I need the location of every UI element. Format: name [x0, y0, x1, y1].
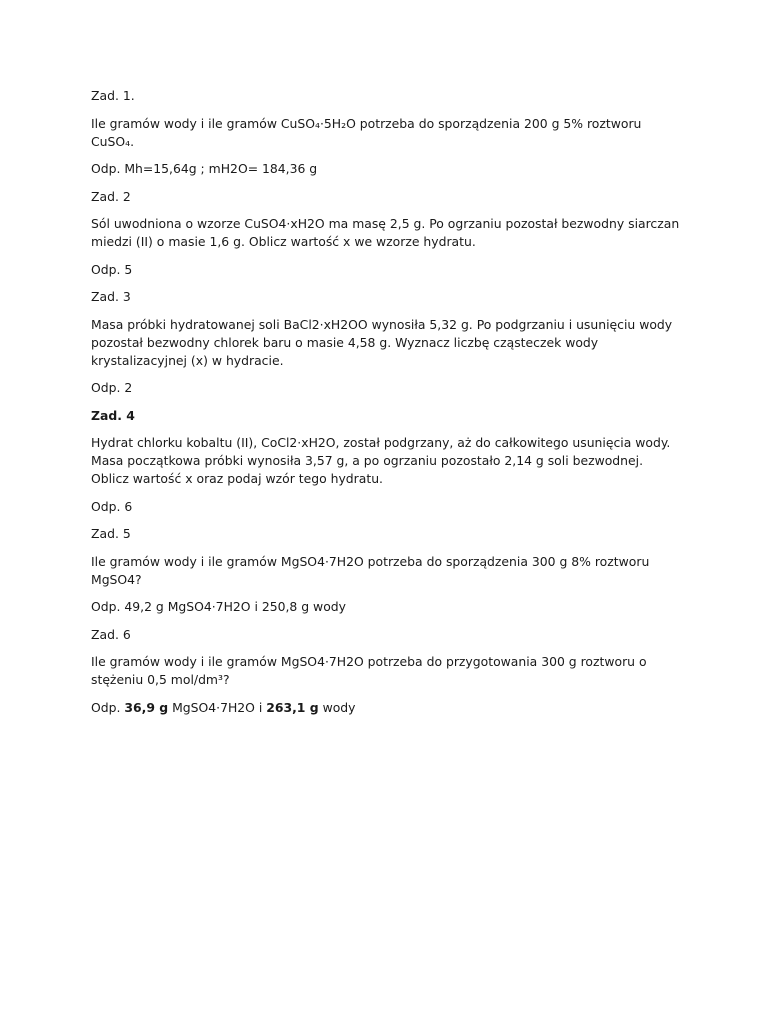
task-3-heading: Zad. 3 — [91, 289, 131, 304]
task-6-question: Ile gramów wody i ile gramów MgSO4·7H2O potrzeba do przygotowania 300 g roztworu o stężeniu 0,5 mol/dm³? — [91, 654, 647, 687]
document-body — [91, 87, 681, 726]
task-4-question: Hydrat chlorku kobaltu (II), CoCl2·xH2O, został podgrzany, aż do całkowitego usunięcia wody. Masa początkowa próbki wynosiła 3,57 g, a po ogrzaniu pozostało 2,14 g soli bezwodnej. Oblicz wartość x oraz podaj wzór tego hydratu. — [91, 435, 671, 486]
task-6-answer-middle: MgSO4·7H2O i — [168, 699, 267, 715]
task-2-question: Sól uwodniona o wzorze CuSO4·xH2O ma masę 2,5 g. Po ogrzaniu pozostał bezwodny siarczan miedzi (II) o masie 1,6 g. Oblicz wartość x we wzorze hydratu. — [91, 216, 680, 249]
task-6-answer-suffix: wody — [318, 699, 356, 715]
task-3-answer: Odp. 2 — [91, 380, 133, 395]
task-6-answer-salt-mass: 36,9 g — [124, 699, 169, 715]
task-4-answer: Odp. 6 — [91, 498, 133, 514]
task-6-answer — [91, 699, 681, 717]
task-1-heading: Zad. 1. — [91, 88, 135, 103]
task-1-question: Ile gramów wody i ile gramów CuSO₄·5H₂O potrzeba do sporządzenia 200 g 5% roztworu CuSO₄. — [91, 115, 642, 149]
task-6-answer-prefix: Odp. — [91, 699, 125, 715]
task-3-question: Masa próbki hydratowanej soli BaCl2·xH2OO wynosiła 5,32 g. Po podgrzaniu i usunięciu wody pozostał bezwodny chlorek baru o masie 4,58 g. Wyznacz liczbę cząsteczek wody krystalizacyjnej (x) w hydracie. — [91, 316, 673, 368]
task-5-heading: Zad. 5 — [91, 526, 131, 541]
task-2-answer: Odp. 5 — [91, 261, 133, 277]
task-2-heading: Zad. 2 — [91, 188, 131, 204]
task-4-heading: Zad. 4 — [91, 407, 135, 423]
task-1-answer: Odp. Mh=15,64g ; mH2O= 184,36 g — [91, 161, 318, 176]
task-5-question: Ile gramów wody i ile gramów MgSO4·7H2O potrzeba do sporządzenia 300 g 8% roztworu MgSO4? — [91, 553, 650, 587]
task-5-answer: Odp. 49,2 g MgSO4·7H2O i 250,8 g wody — [91, 599, 346, 614]
task-6-answer-water-mass: 263,1 g — [266, 699, 319, 715]
task-6-heading: Zad. 6 — [91, 626, 131, 642]
